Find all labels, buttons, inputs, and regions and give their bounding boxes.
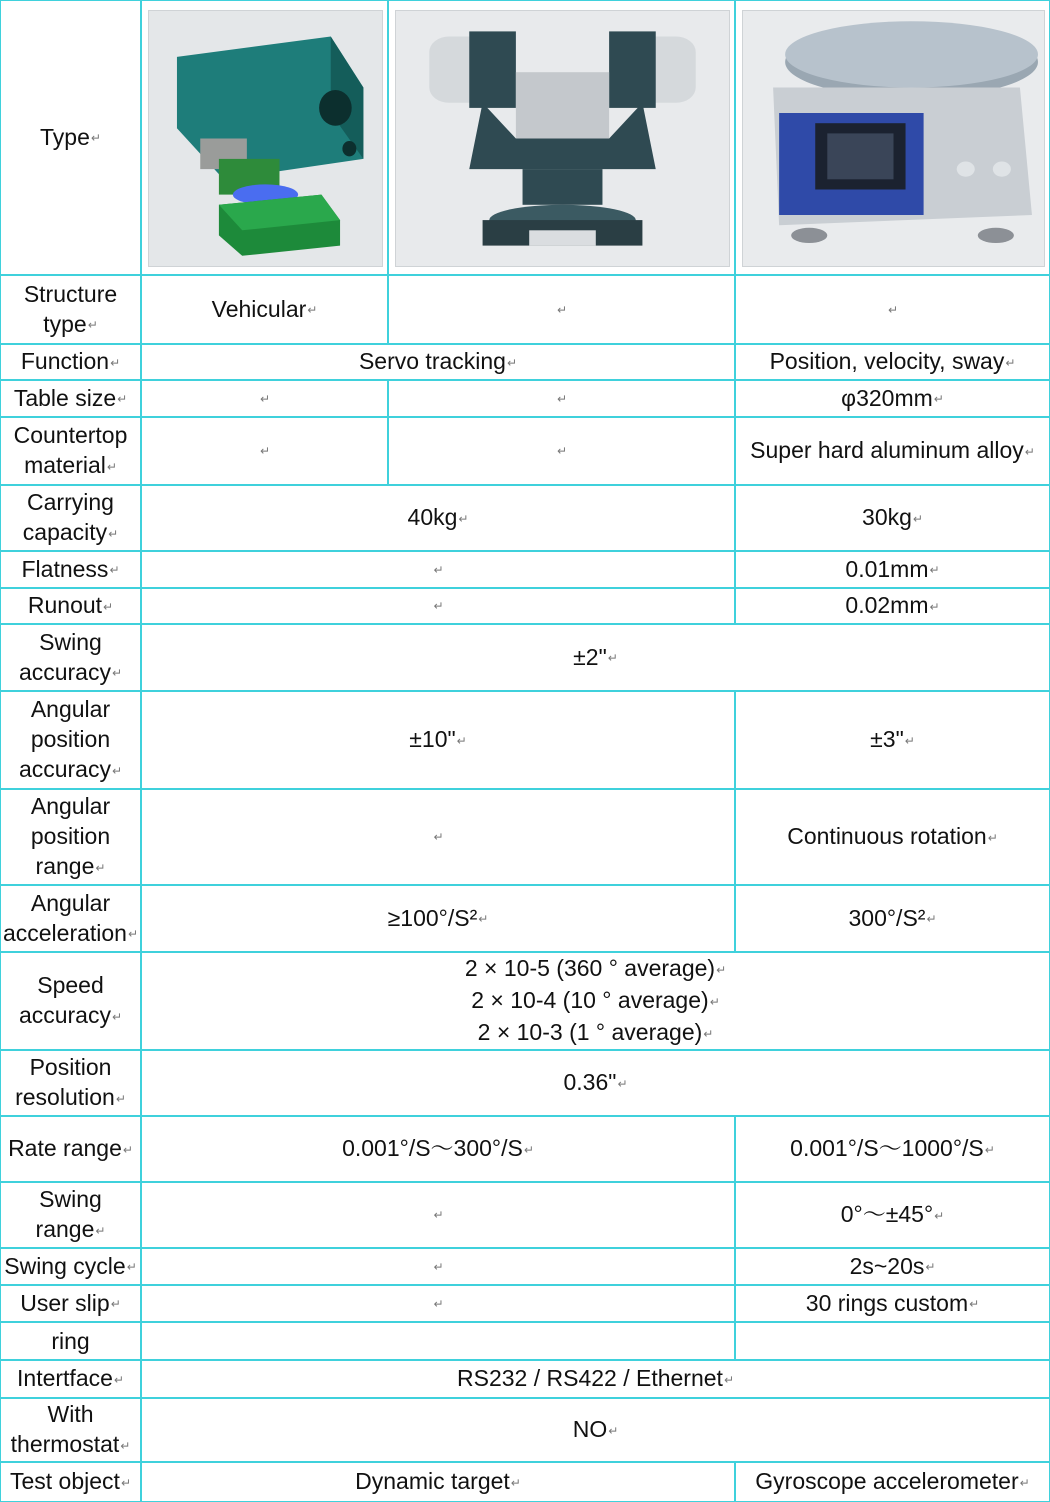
- value-cell-angular-acceleration: [141, 885, 735, 952]
- paragraph-mark: ↵: [716, 963, 727, 978]
- paragraph-mark: ↵: [115, 1091, 126, 1106]
- row-label-text: [4, 1251, 137, 1283]
- paragraph-mark: ↵: [1005, 355, 1016, 370]
- row-label-ring: [0, 1322, 141, 1360]
- cell-value: [355, 1466, 521, 1498]
- paragraph-mark: ↵: [433, 1208, 444, 1222]
- value-cell-flatness: [735, 551, 1050, 588]
- paragraph-mark: ↵: [111, 763, 123, 778]
- value-cell-with-thermostat: [141, 1398, 1050, 1462]
- value-cell-function: [141, 344, 735, 380]
- row-label-line: Test object↵: [9, 1468, 131, 1495]
- paragraph-mark: ↵: [110, 355, 121, 370]
- paragraph-mark: ↵: [929, 599, 940, 614]
- cell-value: [432, 591, 443, 621]
- row-label-text: [22, 554, 120, 586]
- row-label-text: [51, 1326, 89, 1356]
- row-label-countertop-material: [0, 417, 141, 485]
- stainless-turntable-image: [742, 10, 1045, 267]
- row-label-line: thermostat↵: [10, 1431, 131, 1458]
- paragraph-mark: ↵: [723, 1372, 734, 1387]
- row-label-line: material↵: [24, 452, 117, 479]
- row-label-line: capacity↵: [22, 519, 119, 546]
- green-turret-icon: [149, 11, 382, 266]
- paragraph-mark: ↵: [912, 511, 923, 526]
- row-label-test-object: [0, 1462, 141, 1502]
- row-label-line: accuracy↵: [18, 756, 123, 783]
- value-cell-rate-range: [141, 1116, 735, 1182]
- vehicular-turret-image: [148, 10, 383, 267]
- row-label-line: User slip↵: [20, 1289, 121, 1316]
- cell-value-line: Position, velocity, sway↵: [769, 348, 1016, 375]
- row-label-swing-range: [0, 1182, 141, 1248]
- row-label-line: Position: [29, 1054, 112, 1081]
- paragraph-mark: ↵: [510, 1475, 521, 1490]
- cell-value: [409, 724, 466, 756]
- stainless-turntable-icon: [743, 11, 1044, 266]
- cell-value: [841, 1199, 944, 1231]
- value-cell-structure-type: [735, 275, 1050, 344]
- row-label-line: type↵: [43, 310, 98, 337]
- row-label-line: Rate range↵: [8, 1135, 133, 1162]
- row-label-line: Function↵: [20, 348, 121, 375]
- paragraph-mark: ↵: [1024, 444, 1035, 459]
- row-label-table-size: [0, 380, 141, 417]
- row-label-line: range↵: [35, 853, 106, 880]
- value-cell-user-slip: [735, 1285, 1050, 1322]
- row-label-line: With: [47, 1401, 94, 1428]
- value-cell-angular-position-range: [141, 789, 735, 885]
- paragraph-mark: ↵: [108, 526, 119, 541]
- paragraph-mark: ↵: [259, 391, 271, 406]
- value-cell-function: [735, 344, 1050, 380]
- row-label-line: Carrying: [27, 489, 114, 516]
- row-label-text: [10, 1466, 131, 1498]
- paragraph-mark: ↵: [120, 1475, 131, 1490]
- row-label-line: Countertop: [13, 422, 128, 449]
- paragraph-mark: ↵: [556, 302, 568, 317]
- cell-value: [556, 436, 567, 466]
- cell-value: [845, 554, 939, 586]
- value-cell-structure-type: [141, 275, 388, 344]
- cell-value-line: 30kg↵: [862, 504, 923, 531]
- value-cell-runout: [141, 588, 735, 624]
- paragraph-mark: ↵: [608, 1423, 619, 1438]
- cell-value-line: Super hard aluminum alloy↵: [750, 437, 1035, 464]
- row-label-line: Structure: [23, 280, 118, 307]
- cell-value: [212, 294, 318, 326]
- paragraph-mark: ↵: [127, 927, 139, 942]
- row-label-text: [8, 1133, 133, 1165]
- value-cell-swing-range: [735, 1182, 1050, 1248]
- cell-value: [432, 1289, 443, 1319]
- cell-value-line: Vehicular↵: [211, 295, 318, 322]
- row-label-line: acceleration↵: [2, 919, 139, 946]
- row-label-user-slip: [0, 1285, 141, 1322]
- row-label-angular-position-range: [0, 789, 141, 885]
- cell-value-line: 2s~20s↵: [849, 1252, 936, 1279]
- value-cell-position-resolution: [141, 1050, 1050, 1116]
- paragraph-mark: ↵: [259, 444, 271, 458]
- cell-value: [432, 1252, 443, 1282]
- value-cell-test-object: [141, 1462, 735, 1502]
- value-cell-swing-accuracy: [141, 624, 1050, 691]
- row-label-text: [23, 487, 118, 549]
- paragraph-mark: ↵: [969, 1297, 980, 1312]
- cell-value: [887, 295, 898, 325]
- value-cell-table-size: [141, 380, 388, 417]
- cell-value: [556, 384, 567, 414]
- paragraph-mark: ↵: [433, 1296, 444, 1311]
- cell-value: [259, 384, 270, 414]
- row-label-text: [17, 1363, 124, 1395]
- paragraph-mark: ↵: [925, 1260, 936, 1275]
- value-cell-swing-range: [141, 1182, 735, 1248]
- row-label-line: Intertface↵: [17, 1365, 124, 1392]
- row-label-text: [19, 970, 122, 1032]
- cell-value: [790, 1133, 995, 1165]
- paragraph-mark: ↵: [506, 355, 518, 370]
- paragraph-mark: ↵: [904, 733, 915, 748]
- cell-value-line: Dynamic target↵: [355, 1468, 521, 1495]
- row-label-line: Runout↵: [27, 592, 114, 619]
- cell-value: [556, 295, 567, 325]
- row-label-function: [0, 344, 141, 380]
- cell-value: [755, 1466, 1029, 1498]
- row-label-line: Angular: [30, 889, 111, 916]
- value-cell-rate-range: [735, 1116, 1050, 1182]
- u-frame-turntable-image: [395, 10, 730, 267]
- value-cell-test-object: [735, 1462, 1050, 1502]
- paragraph-mark: ↵: [106, 459, 117, 474]
- paragraph-mark: ↵: [433, 1259, 444, 1274]
- row-label-flatness: [0, 551, 141, 588]
- paragraph-mark: ↵: [433, 599, 444, 613]
- cell-value-line: 300°/S²↵: [848, 904, 937, 931]
- row-label-text: [21, 346, 120, 378]
- cell-value: [564, 1067, 628, 1099]
- row-label-line: accuracy↵: [18, 658, 123, 685]
- value-cell-interface: [141, 1360, 1050, 1398]
- paragraph-mark: ↵: [607, 651, 618, 666]
- row-label-line: Swing: [39, 1186, 102, 1213]
- cell-value-line: Gyroscope accelerometer↵: [755, 1468, 1030, 1495]
- cell-value: [359, 346, 517, 378]
- row-label-speed-accuracy: [0, 952, 141, 1050]
- paragraph-mark: ↵: [458, 511, 469, 526]
- cell-value: [432, 555, 443, 585]
- paragraph-mark: ↵: [709, 994, 720, 1009]
- row-label-line: accuracy↵: [18, 1002, 123, 1029]
- paragraph-mark: ↵: [929, 563, 940, 578]
- cell-value-line: 0.001°/S～1000°/S↵: [790, 1135, 995, 1162]
- value-cell-carrying-capacity: [141, 485, 735, 551]
- row-label-line: Swing: [39, 628, 102, 655]
- row-label-with-thermostat: [0, 1398, 141, 1462]
- row-label-line: ring: [51, 1328, 90, 1354]
- value-cell-angular-position-accuracy: [141, 691, 735, 789]
- row-label-text: [31, 791, 110, 883]
- paragraph-mark: ↵: [1019, 1475, 1030, 1490]
- paragraph-mark: ↵: [433, 830, 444, 844]
- row-label-text: [3, 888, 138, 950]
- row-label-line: Angular: [30, 696, 111, 723]
- row-label-angular-position-accuracy: [0, 691, 141, 789]
- type-label: Type↵: [40, 123, 101, 150]
- paragraph-mark: ↵: [109, 563, 120, 578]
- row-label-carrying-capacity: [0, 485, 141, 551]
- paragraph-mark: ↵: [120, 1438, 131, 1453]
- row-label-position-resolution: [0, 1050, 141, 1116]
- row-label-line: Speed: [37, 972, 104, 999]
- paragraph-mark: ↵: [987, 830, 998, 845]
- cell-value-line: NO↵: [572, 1416, 619, 1443]
- cell-value-line: 0.02mm↵: [845, 592, 940, 619]
- cell-value-line: ±10"↵: [409, 726, 467, 753]
- value-cell-runout: [735, 588, 1050, 624]
- cell-value: [850, 1251, 936, 1283]
- row-label-swing-cycle: [0, 1248, 141, 1285]
- value-cell-countertop-material: [141, 417, 388, 485]
- cell-value-line: 40kg↵: [407, 504, 469, 531]
- cell-value: [465, 953, 726, 1049]
- value-cell-user-slip: [141, 1285, 735, 1322]
- row-label-line: Table size↵: [13, 384, 128, 411]
- paragraph-mark: ↵: [617, 1076, 628, 1091]
- row-label-swing-accuracy: [0, 624, 141, 691]
- paragraph-mark: ↵: [307, 303, 318, 318]
- paragraph-mark: ↵: [456, 733, 467, 748]
- row-label-text: [36, 1184, 106, 1246]
- value-cell-ring: [141, 1322, 735, 1360]
- cell-value-line: ±3"↵: [870, 726, 915, 753]
- row-label-text: [24, 279, 117, 341]
- paragraph-mark: ↵: [523, 1142, 534, 1157]
- cell-value-line: 2 × 10-4 (10 ° average)↵: [471, 987, 720, 1014]
- value-cell-swing-cycle: [735, 1248, 1050, 1285]
- paragraph-mark: ↵: [90, 131, 101, 146]
- paragraph-mark: ↵: [87, 318, 98, 333]
- cell-value: [573, 642, 618, 674]
- paragraph-mark: ↵: [117, 392, 128, 407]
- cell-value: [845, 590, 939, 622]
- paragraph-mark: ↵: [95, 1223, 106, 1238]
- row-label-interface: [0, 1360, 141, 1398]
- row-label-text: [19, 694, 122, 786]
- value-cell-countertop-material: [388, 417, 735, 485]
- type-header: [0, 0, 141, 275]
- row-label-text: [11, 1399, 131, 1461]
- cell-value-line: 0°～±45°↵: [840, 1201, 945, 1228]
- value-cell-speed-accuracy: [141, 952, 1050, 1050]
- paragraph-mark: ↵: [934, 1208, 945, 1223]
- cell-value: [841, 383, 944, 415]
- paragraph-mark: ↵: [122, 1142, 133, 1157]
- cell-value-line: Continuous rotation↵: [787, 823, 998, 850]
- cell-value-line: RS232 / RS422 / Ethernet↵: [457, 1365, 734, 1392]
- row-label-line: position: [30, 823, 111, 850]
- u-frame-turntable-icon: [396, 11, 729, 266]
- paragraph-mark: ↵: [887, 302, 899, 317]
- row-label-line: Swing cycle↵: [4, 1252, 137, 1279]
- row-label-text: [15, 1052, 126, 1114]
- cell-value-line: 30 rings custom↵: [805, 1289, 980, 1316]
- row-label-runout: [0, 588, 141, 624]
- row-label-text: [19, 627, 122, 689]
- cell-value-line: 0.36"↵: [563, 1069, 628, 1096]
- cell-value: [848, 903, 936, 935]
- paragraph-mark: ↵: [113, 1372, 124, 1387]
- value-cell-angular-position-range: [735, 789, 1050, 885]
- cell-value-line: Servo tracking↵: [358, 348, 518, 375]
- paragraph-mark: ↵: [126, 1260, 137, 1275]
- row-label-rate-range: [0, 1116, 141, 1182]
- cell-value-line: ±2"↵: [573, 643, 618, 670]
- row-label-angular-acceleration: [0, 885, 141, 952]
- cell-value-line: 0.01mm↵: [845, 555, 940, 582]
- cell-value-line: ≥100°/S²↵: [387, 904, 489, 931]
- paragraph-mark: ↵: [478, 912, 489, 927]
- cell-value: [457, 1363, 734, 1395]
- paragraph-mark: ↵: [103, 599, 114, 614]
- cell-value: [750, 435, 1035, 467]
- paragraph-mark: ↵: [984, 1142, 995, 1157]
- cell-value-line: 0.001°/S～300°/S↵: [342, 1135, 534, 1162]
- value-cell-countertop-material: [735, 417, 1050, 485]
- cell-value: [259, 436, 270, 466]
- cell-value: [862, 502, 923, 534]
- value-cell-flatness: [141, 551, 735, 588]
- cell-value: [806, 1288, 979, 1320]
- row-label-line: Angular: [30, 793, 111, 820]
- value-cell-table-size: [388, 380, 735, 417]
- paragraph-mark: ↵: [433, 562, 444, 577]
- paragraph-mark: ↵: [111, 666, 123, 681]
- cell-value: [388, 903, 489, 935]
- paragraph-mark: ↵: [556, 391, 568, 406]
- paragraph-mark: ↵: [111, 1009, 123, 1024]
- row-label-line: range↵: [35, 1216, 106, 1243]
- value-cell-angular-acceleration: [735, 885, 1050, 952]
- row-label-line: position: [30, 726, 111, 753]
- value-cell-structure-type: [388, 275, 735, 344]
- cell-value-line: φ320mm↵: [841, 384, 944, 411]
- row-label-text: [14, 383, 127, 415]
- row-label-text: [20, 1288, 121, 1320]
- cell-value-line: 2 × 10-3 (1 ° average)↵: [477, 1018, 714, 1045]
- paragraph-mark: ↵: [933, 392, 944, 407]
- cell-value: [770, 346, 1016, 378]
- paragraph-mark: ↵: [556, 444, 568, 458]
- value-cell-carrying-capacity: [735, 485, 1050, 551]
- cell-value: [573, 1414, 619, 1446]
- value-cell-angular-position-accuracy: [735, 691, 1050, 789]
- row-label-text: [14, 420, 128, 482]
- value-cell-swing-cycle: [141, 1248, 735, 1285]
- paragraph-mark: ↵: [703, 1026, 714, 1041]
- row-label-line: Flatness↵: [21, 555, 120, 582]
- cell-value: [432, 1200, 443, 1230]
- paragraph-mark: ↵: [95, 860, 106, 875]
- paragraph-mark: ↵: [110, 1297, 121, 1312]
- cell-value: [408, 502, 469, 534]
- value-cell-table-size: [735, 380, 1050, 417]
- cell-value: [342, 1133, 534, 1165]
- cell-value: [787, 821, 998, 853]
- paragraph-mark: ↵: [926, 912, 937, 927]
- cell-value-line: 2 × 10-5 (360 ° average)↵: [464, 955, 727, 982]
- cell-value: [432, 822, 443, 852]
- cell-value: [870, 724, 915, 756]
- value-cell-ring: [735, 1322, 1050, 1360]
- row-label-text: [28, 590, 113, 622]
- row-label-structure-type: [0, 275, 141, 344]
- row-label-line: resolution↵: [15, 1084, 126, 1111]
